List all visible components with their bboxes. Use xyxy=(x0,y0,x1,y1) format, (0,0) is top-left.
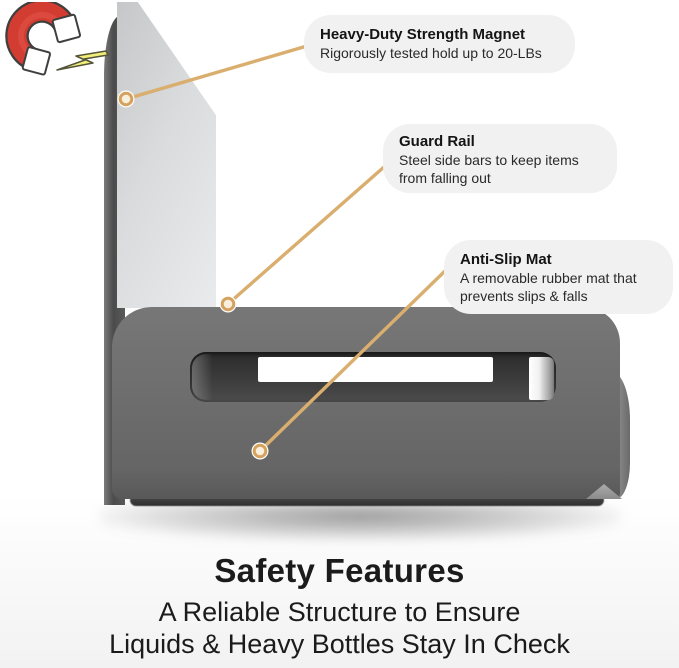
callout-body: Steel side bars to keep items from falling out xyxy=(399,152,579,186)
shelf-basket xyxy=(112,307,620,499)
shelf-back-panel xyxy=(117,2,216,308)
callout-body: Rigorously tested hold up to 20-LBs xyxy=(320,45,542,61)
callout-title: Guard Rail xyxy=(399,133,475,150)
product-ground-shadow xyxy=(100,503,620,541)
basket-cutout-opening xyxy=(258,357,493,382)
callout-guard-rail xyxy=(383,124,617,193)
callout-magnet xyxy=(304,15,575,73)
magnet-tip-icon xyxy=(22,47,50,75)
basket-cutout-right-wall xyxy=(529,357,554,400)
footer-subheading-line2: Liquids & Heavy Bottles Stay In Check xyxy=(109,629,570,659)
magnet-icon xyxy=(0,2,118,84)
footer-heading: Safety Features xyxy=(214,552,465,589)
lightning-bolt-icon xyxy=(57,51,108,70)
callout-title: Heavy-Duty Strength Magnet xyxy=(320,26,526,43)
footer-subheading-line1: A Reliable Structure to Ensure xyxy=(158,597,521,627)
callout-body: A removable rubber mat that prevents slips & falls xyxy=(460,270,637,304)
magnet-tip-icon xyxy=(52,14,80,42)
callout-anti-slip-mat xyxy=(444,240,673,314)
callout-title: Anti-Slip Mat xyxy=(460,251,552,268)
